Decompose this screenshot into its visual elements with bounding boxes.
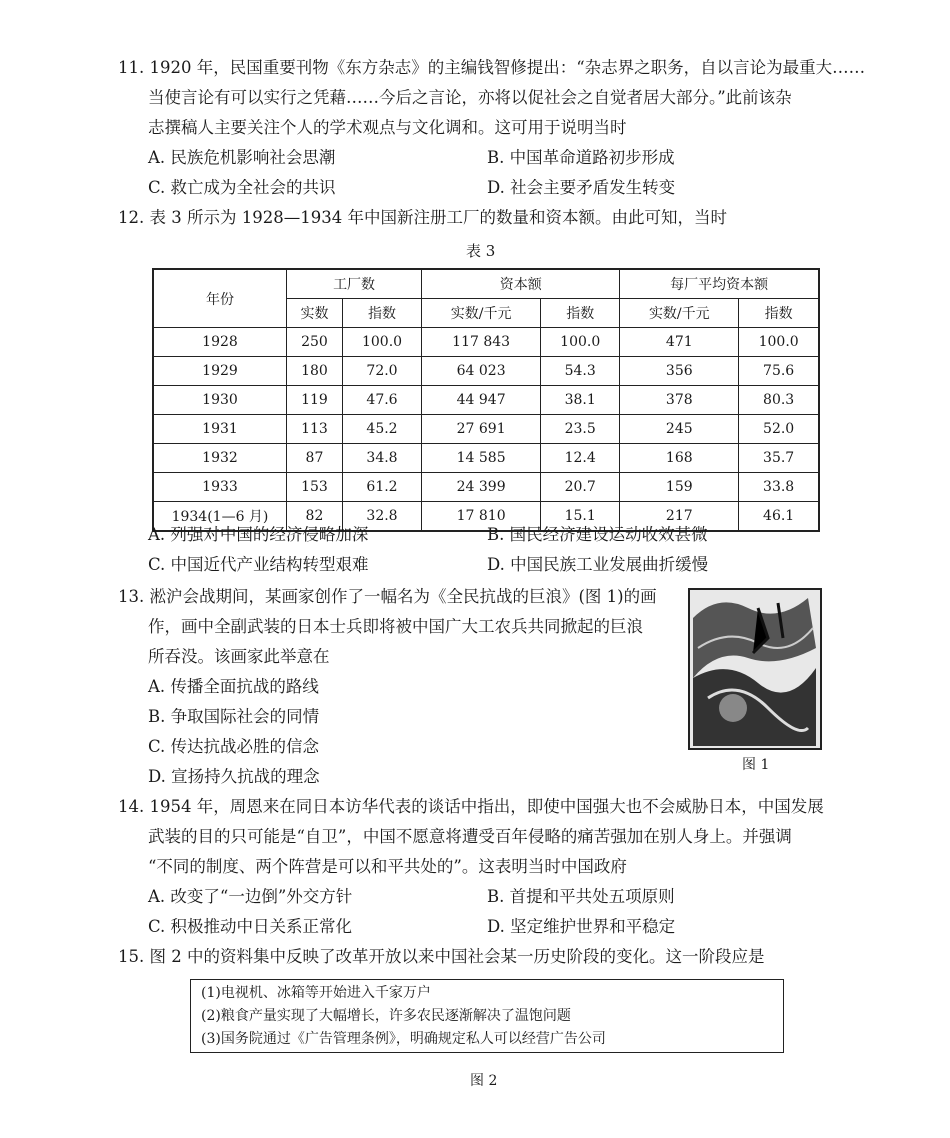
table-cell: 17 810: [422, 502, 541, 532]
table-cell: 217: [620, 502, 739, 532]
table-cell: 87: [287, 444, 343, 473]
table-cell: 100.0: [739, 328, 819, 357]
table-cell: 23.5: [541, 415, 620, 444]
q14-line-1: 14. 1954 年，周恩来在同日本访华代表的谈话中指出，即使中国强大也不会威胁日本，中国发展: [118, 797, 824, 816]
q13-line-2: 作，画中全副武装的日本士兵即将被中国广大工农兵共同掀起的巨浪: [148, 617, 643, 636]
q11-line-1: 11. 1920 年，民国重要刊物《东方杂志》的主编钱智修提出：“杂志界之职务，自以言论为最重大……: [118, 58, 866, 77]
q11-line-3: 志撰稿人主要关注个人的学术观点与文化调和。这可用于说明当时: [148, 118, 627, 137]
table-cell: 64 023: [422, 357, 541, 386]
subheader: 指数: [541, 299, 620, 328]
table-cell: 1930: [153, 386, 287, 415]
table-cell: 1933: [153, 473, 287, 502]
table-cell: 35.7: [739, 444, 819, 473]
table-cell: 159: [620, 473, 739, 502]
subheader: 实数: [287, 299, 343, 328]
table-cell: 72.0: [342, 357, 421, 386]
table-cell: 24 399: [422, 473, 541, 502]
table-cell: 54.3: [541, 357, 620, 386]
q15-line-1: 15. 图 2 中的资料集中反映了改革开放以来中国社会某一历史阶段的变化。这一阶段应是: [118, 947, 765, 966]
table-cell: 14 585: [422, 444, 541, 473]
table-cell: 15.1: [541, 502, 620, 532]
figure-2-box: [190, 979, 784, 1053]
table-cell: 1928: [153, 328, 287, 357]
table-cell: 250: [287, 328, 343, 357]
figure-1-caption: 图 1: [742, 757, 770, 773]
q14-option-b: B. 首提和平共处五项原则: [487, 887, 675, 906]
subheader: 实数/千元: [422, 299, 541, 328]
table-cell: 32.8: [342, 502, 421, 532]
group-factories: 工厂数: [287, 269, 422, 299]
table-cell: 52.0: [739, 415, 819, 444]
q11-option-c: C. 救亡成为全社会的共识: [148, 178, 336, 197]
table-cell: 33.8: [739, 473, 819, 502]
q13-option-a: A. 传播全面抗战的路线: [148, 677, 319, 696]
table-cell: 153: [287, 473, 343, 502]
factory-table: [152, 268, 820, 532]
table-cell: 45.2: [342, 415, 421, 444]
q12-option-c: C. 中国近代产业结构转型艰难: [148, 555, 369, 574]
table-cell: 46.1: [739, 502, 819, 532]
table-cell: 38.1: [541, 386, 620, 415]
table-cell: 117 843: [422, 328, 541, 357]
box-item-3: (3)国务院通过《广告管理条例》，明确规定私人可以经营广告公司: [201, 1031, 606, 1047]
q13-line-3: 所吞没。该画家此举意在: [148, 647, 330, 666]
q12-option-a: A. 列强对中国的经济侵略加深: [148, 525, 369, 544]
table-cell: 1932: [153, 444, 287, 473]
table-cell: 27 691: [422, 415, 541, 444]
q12-option-d: D. 中国民族工业发展曲折缓慢: [487, 555, 709, 574]
table-cell: 378: [620, 386, 739, 415]
q13-option-b: B. 争取国际社会的同情: [148, 707, 320, 726]
table-cell: 20.7: [541, 473, 620, 502]
table-cell: 1934(1—6 月): [153, 502, 287, 532]
q14-option-d: D. 坚定维护世界和平稳定: [487, 917, 676, 936]
table-cell: 119: [287, 386, 343, 415]
table-cell: 1929: [153, 357, 287, 386]
table-row: [153, 328, 819, 357]
table-row: [153, 444, 819, 473]
q13-line-1: 13. 淞沪会战期间，某画家创作了一幅名为《全民抗战的巨浪》(图 1)的画: [118, 587, 657, 606]
q11-option-a: A. 民族危机影响社会思潮: [148, 148, 336, 167]
painting-image: [688, 588, 822, 750]
group-capital: 资本额: [422, 269, 620, 299]
table-cell: 47.6: [342, 386, 421, 415]
q14-line-3: “不同的制度、两个阵营是可以和平共处的”。这表明当时中国政府: [148, 857, 627, 876]
table-cell: 245: [620, 415, 739, 444]
q14-option-a: A. 改变了“一边倒”外交方针: [148, 887, 353, 906]
table-cell: 34.8: [342, 444, 421, 473]
q11-option-b: B. 中国革命道路初步形成: [487, 148, 675, 167]
q14-line-2: 武装的目的只可能是“自卫”，中国不愿意将遭受百年侵略的痛苦强加在别人身上。并强调: [148, 827, 792, 846]
subheader: 指数: [342, 299, 421, 328]
table-cell: 75.6: [739, 357, 819, 386]
table-row: [153, 357, 819, 386]
q12-option-b: B. 国民经济建设运动收效甚微: [487, 525, 708, 544]
q13-option-d: D. 宣扬持久抗战的理念: [148, 767, 320, 786]
table-cell: 180: [287, 357, 343, 386]
table-cell: 100.0: [541, 328, 620, 357]
table-row: [153, 386, 819, 415]
q11-line-2: 当使言论有可以实行之凭藉……今后之言论，亦将以促社会之自觉者居大部分。”此前该杂: [148, 88, 792, 107]
table-cell: 61.2: [342, 473, 421, 502]
table-cell: 113: [287, 415, 343, 444]
q13-option-c: C. 传达抗战必胜的信念: [148, 737, 320, 756]
table-caption: 表 3: [466, 242, 496, 260]
table-cell: 82: [287, 502, 343, 532]
box-item-2: (2)粮食产量实现了大幅增长，许多农民逐渐解决了温饱问题: [201, 1008, 571, 1024]
table-cell: 168: [620, 444, 739, 473]
table-cell: 1931: [153, 415, 287, 444]
table-cell: 471: [620, 328, 739, 357]
subheader: 实数/千元: [620, 299, 739, 328]
table-cell: 80.3: [739, 386, 819, 415]
q14-option-c: C. 积极推动中日关系正常化: [148, 917, 353, 936]
table-cell: 12.4: [541, 444, 620, 473]
q11-option-d: D. 社会主要矛盾发生转变: [487, 178, 676, 197]
subheader: 指数: [739, 299, 819, 328]
figure-2-caption: 图 2: [470, 1073, 498, 1089]
table-row: [153, 415, 819, 444]
box-item-1: (1)电视机、冰箱等开始进入千家万户: [201, 985, 431, 1001]
table-cell: 356: [620, 357, 739, 386]
table-cell: 44 947: [422, 386, 541, 415]
col-year: 年份: [153, 269, 287, 328]
table-cell: 100.0: [342, 328, 421, 357]
table-row: [153, 473, 819, 502]
group-avg-capital: 每厂平均资本额: [620, 269, 819, 299]
q12-line-1: 12. 表 3 所示为 1928—1934 年中国新注册工厂的数量和资本额。由此可知，当时: [118, 208, 727, 227]
